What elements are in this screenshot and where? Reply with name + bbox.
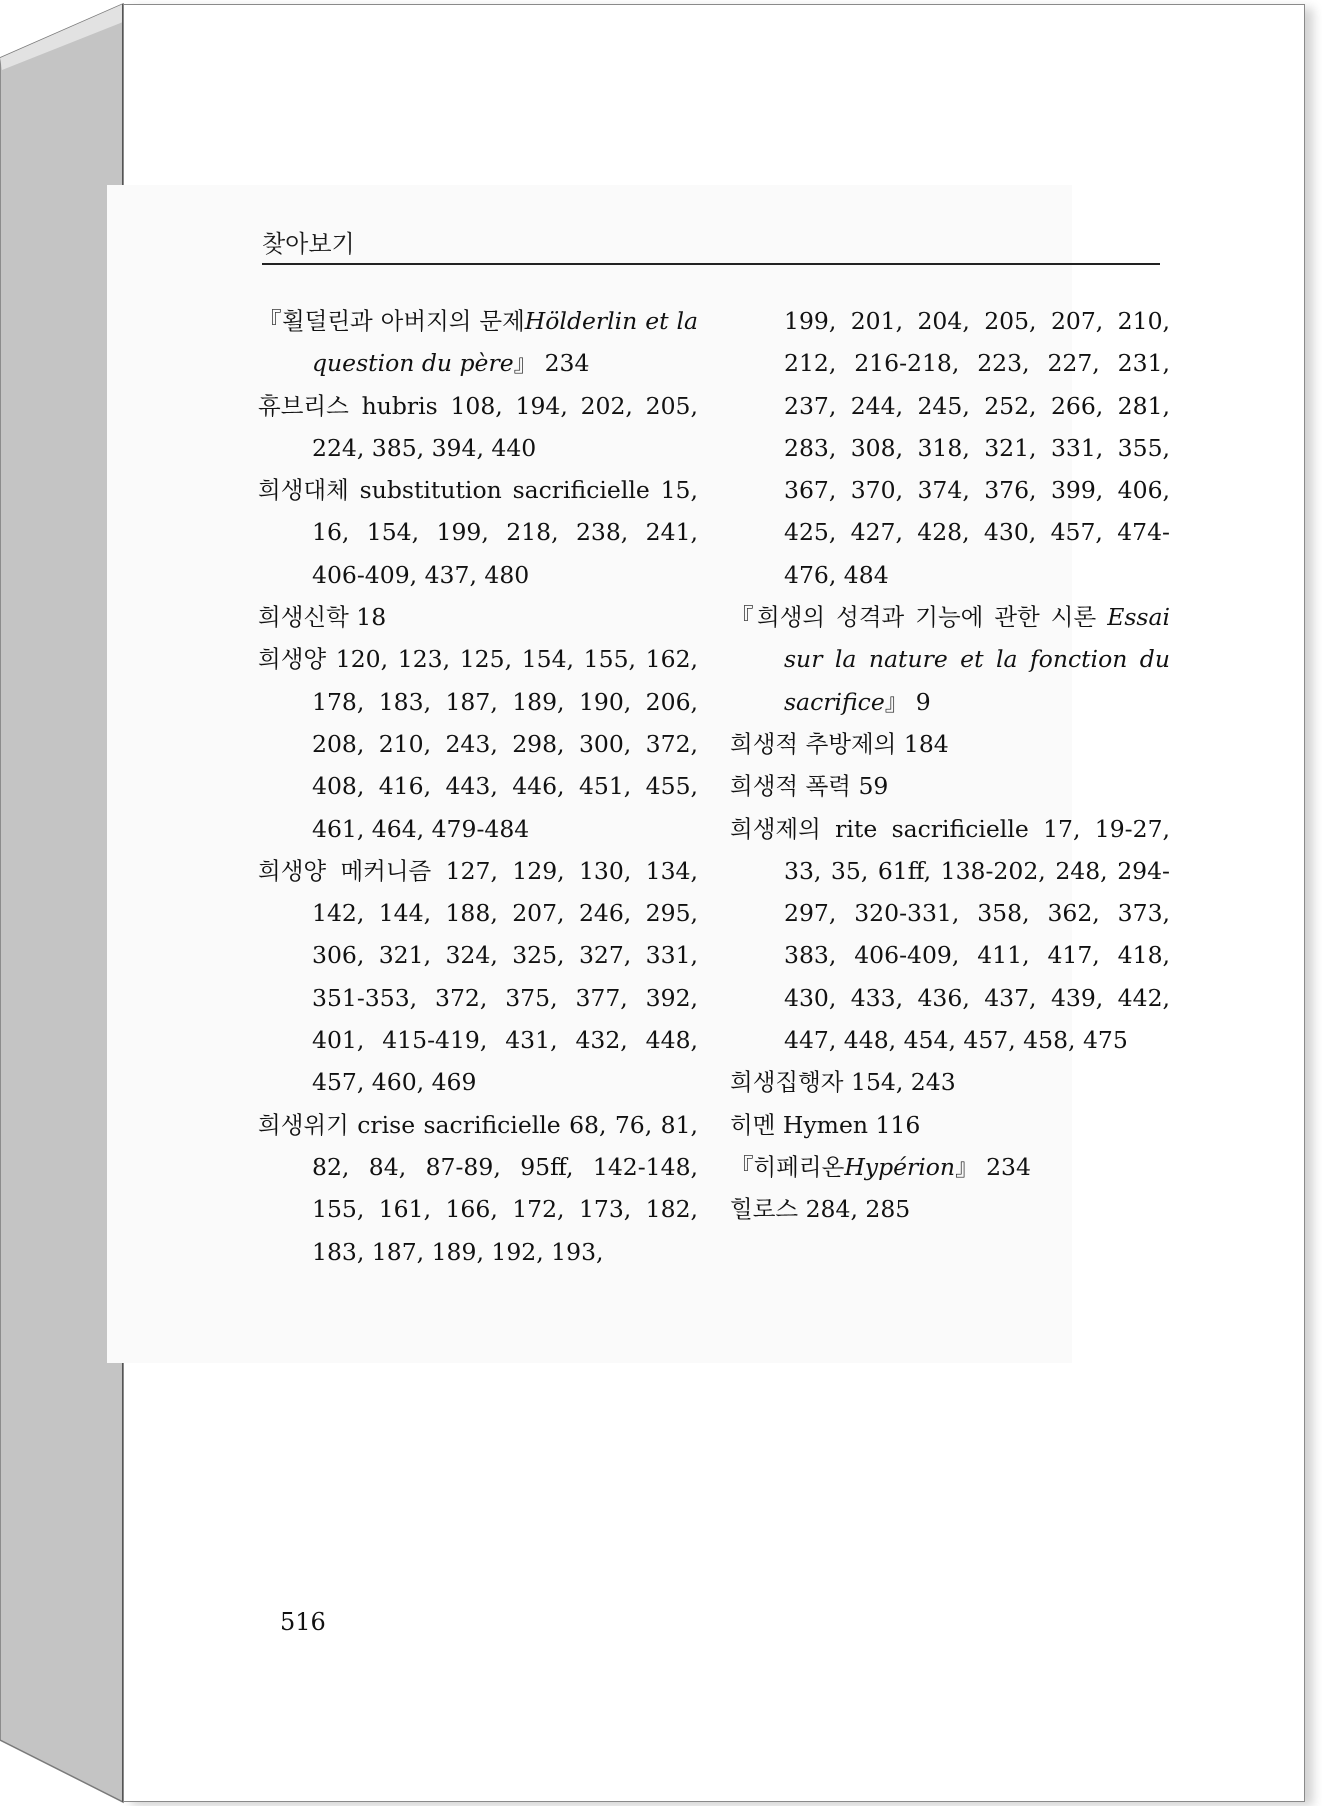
entry-pages: 18 [356, 603, 387, 632]
entry-pages: 234 [544, 349, 590, 378]
index-entry [730, 765, 1170, 807]
entry-pages: 17, 19-27, 33, 35, 61ff, 138-202, 248, 294-297, 320-331, 358, 362, 373, 383, 406-409, 411, 417, 418, 430, 433, 436, 437, 439, 442, 447, 448, 454, 457, 458, 475 [784, 814, 1170, 1055]
entry-term: 희생적 추방제의 [730, 729, 897, 758]
entry-term: 희생양 [258, 645, 327, 674]
head-rule [262, 263, 1160, 265]
entry-term: 희생제의 [730, 814, 821, 843]
entry-term: 희생양 메커니즘 [258, 856, 432, 885]
entry-term: 『히페리온 [730, 1152, 845, 1181]
index-entry [730, 596, 1170, 723]
entry-pages: 116 [875, 1110, 921, 1139]
index-entry [258, 385, 698, 470]
running-head: 찾아보기 [262, 230, 355, 258]
entry-close: 』 [884, 687, 909, 716]
entry-term: 희생적 폭력 [730, 772, 851, 801]
entry-pages: 120, 123, 125, 154, 155, 162, 178, 183, 187, 189, 190, 206, 208, 210, 243, 298, 300, 372, 408, 416, 443, 446, 451, 455, 461, 464, 479-484 [312, 645, 698, 843]
entry-term: 『횔덜린과 아버지의 문제 [258, 307, 525, 335]
index-entry [730, 1146, 1170, 1188]
entry-pages: 284, 285 [805, 1195, 911, 1224]
index-entry [730, 1104, 1170, 1146]
entry-term: 희생신학 [258, 603, 349, 632]
entry-close: 』 [955, 1152, 979, 1181]
entry-pages: 184 [903, 729, 949, 758]
index-entry [258, 850, 698, 1104]
entry-close: 』 [513, 349, 538, 378]
entry-term: 히멘 [730, 1110, 776, 1139]
entry-pages: 127, 129, 130, 134, 142, 144, 188, 207, 246, 295, 306, 321, 324, 325, 327, 331, 351-353, 372, 375, 377, 392, 401, 415-419, 431, 432, 448, 457, 460, 469 [312, 856, 698, 1097]
entry-pages: 9 [915, 687, 931, 716]
entry-pages: 15, 16, 154, 199, 218, 238, 241, 406-409, 437, 480 [312, 476, 698, 589]
entry-term: 『희생의 성격과 기능에 관한 시론 [730, 603, 1097, 632]
entry-foreign: crise sacrificielle [357, 1110, 561, 1139]
entry-pages: 154, 243 [851, 1068, 956, 1097]
entry-foreign: Hymen [782, 1110, 868, 1139]
entry-pages: 234 [986, 1152, 1031, 1181]
index-entry [258, 300, 698, 385]
entry-foreign: Hölderlin et la question du père [312, 307, 698, 378]
entry-foreign: rite sacrificielle [835, 814, 1029, 843]
index-entry [258, 469, 698, 596]
index-entry [258, 596, 698, 638]
entry-foreign: Essai sur la nature et la fonction du sacrifice [784, 603, 1170, 716]
index-column-right [730, 300, 1170, 1231]
entry-foreign: Hypérion [844, 1152, 956, 1181]
entry-term: 희생위기 [258, 1110, 349, 1139]
entry-term: 휴브리스 [258, 391, 349, 420]
index-entry [730, 723, 1170, 765]
index-entry [730, 1188, 1170, 1230]
entry-term: 희생대체 [258, 476, 349, 505]
entry-foreign: substitution sacrificielle [359, 476, 650, 505]
index-entry [258, 1104, 698, 1273]
index-entry-continuation [730, 300, 1170, 596]
entry-pages: 59 [858, 772, 889, 801]
index-entry [730, 1061, 1170, 1103]
entry-term: 희생집행자 [730, 1068, 844, 1097]
index-column-left [258, 300, 698, 1273]
index-entry [730, 808, 1170, 1062]
entry-pages: 68, 76, 81, 82, 84, 87-89, 95ff, 142-148, 155, 161, 166, 172, 173, 182, 183, 187, 189, 192, 193, [312, 1110, 698, 1266]
page-number: 516 [280, 1608, 326, 1636]
entry-foreign: hubris [361, 391, 438, 420]
index-entry [258, 638, 698, 849]
entry-pages: 108, 194, 202, 205, 224, 385, 394, 440 [312, 391, 698, 462]
entry-pages: 199, 201, 204, 205, 207, 210, 212, 216-218, 223, 227, 231, 237, 244, 245, 252, 266, 281, 283, 308, 318, 321, 331, 355, 367, 370, 374, 376, 399, 406, 425, 427, 428, 430, 457, 474-476, 484 [784, 307, 1170, 589]
entry-term: 힐로스 [730, 1195, 799, 1224]
